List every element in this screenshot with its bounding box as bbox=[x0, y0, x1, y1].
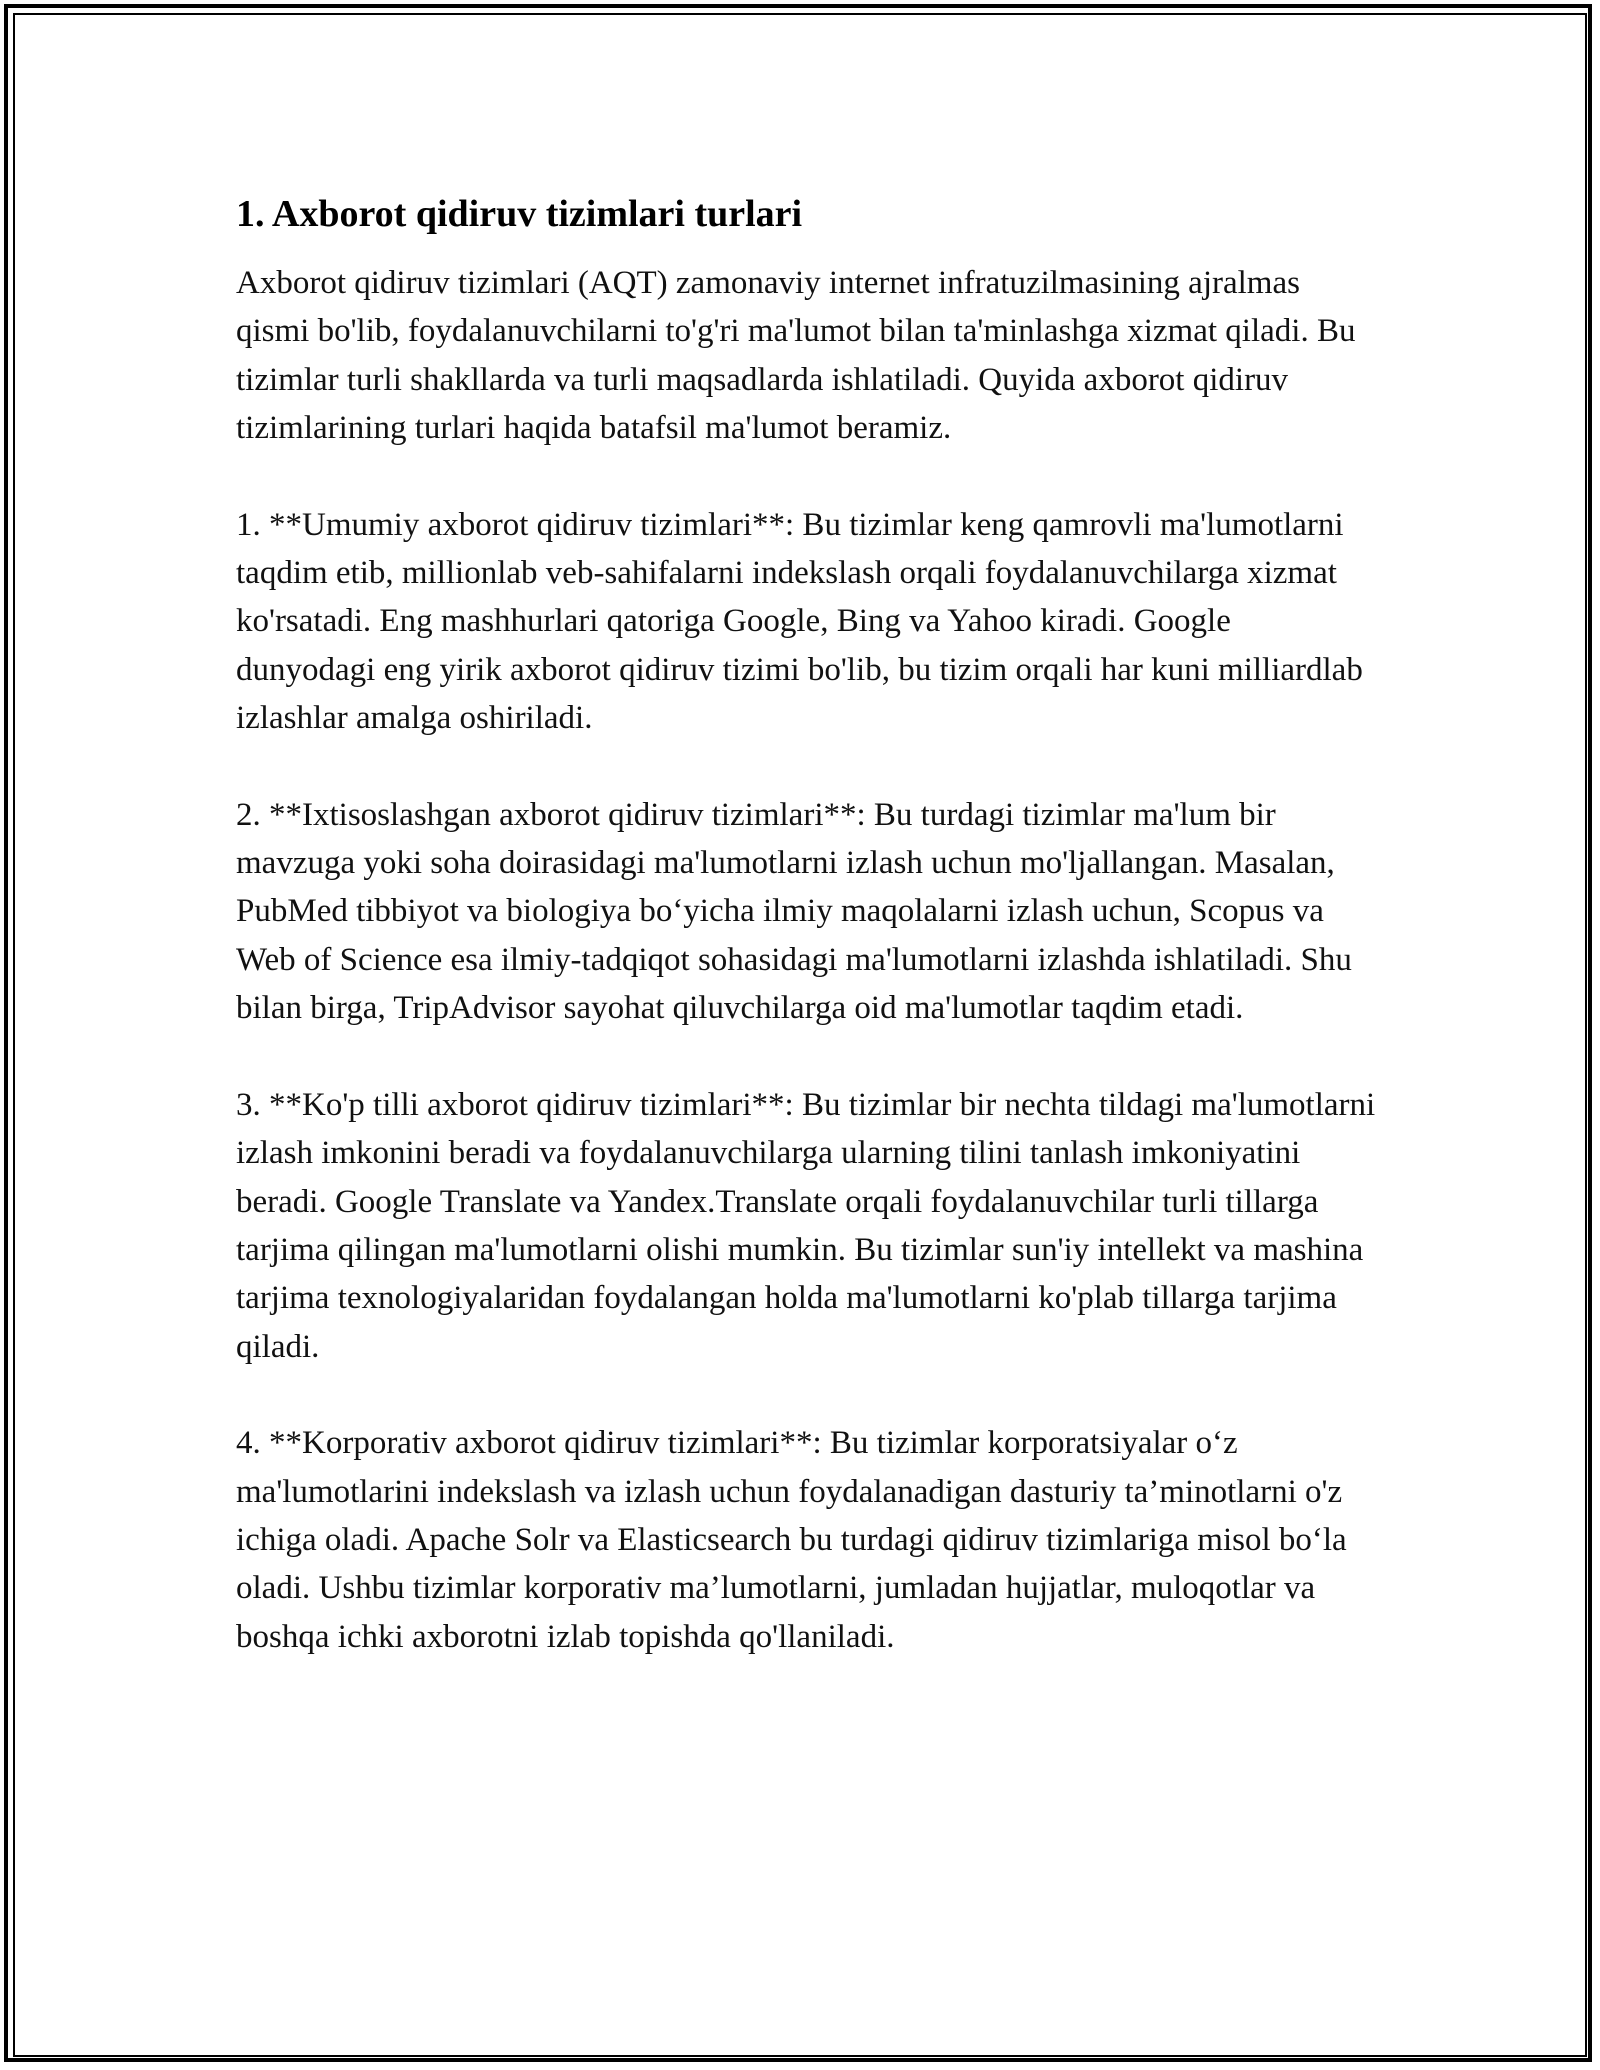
list-item-multilingual-search: 3. **Ko'p tilli axborot qidiruv tizimlari**: Bu tizimlar bir nechta tildagi ma'lumotlarni izlash imkonini beradi va foydalanuvchilarga ularning tilini tanlash imkoniyatini beradi. Google Translate va Yandex.Translate orqali foydalanuvchilar turli tillarga tarjima qilingan ma'lumotlarni olishi mumkin. Bu tizimlar sun'iy intellekt va mashina tarjima texnologiyalaridan foydalangan holda ma'lumotlarni ko'plab tillarga tarjima qiladi. bbox=[236, 1086, 1376, 1365]
document-body bbox=[236, 188, 1376, 1661]
list-item-general-search: 1. **Umumiy axborot qidiruv tizimlari**: Bu tizimlar keng qamrovli ma'lumotlarni taqdim etib, millionlab veb-sahifalarni indekslash orqali foydalanuvchilarga xizmat ko'rsatadi. Eng mashhurlari qatoriga Google, Bing va Yahoo kiradi. Google dunyodagi eng yirik axborot qidiruv tizimi bo'lib, bu tizim orqali har kuni milliardlab izlashlar amalga oshiriladi. bbox=[236, 506, 1363, 737]
intro-paragraph: Axborot qidiruv tizimlari (AQT) zamonaviy internet infratuzilmasining ajralmas qismi bo'lib, foydalanuvchilarni to'g'ri ma'lumot bilan ta'minlashga xizmat qiladi. Bu tizimlar turli shakllarda va turli maqsadlarda ishlatiladi. Quyida axborot qidiruv tizimlarining turlari haqida batafsil ma'lumot beramiz. bbox=[236, 265, 1356, 447]
list-item-corporate-search: 4. **Korporativ axborot qidiruv tizimlari**: Bu tizimlar korporatsiyalar o‘z ma'lumotlarini indekslash va izlash uchun foydalanadigan dasturiy ta’minotlarni o'z ichiga oladi. Apache Solr va Elasticsearch bu turdagi qidiruv tizimlariga misol bo‘la oladi. Ushbu tizimlar korporativ ma’lumotlarni, jumladan hujjatlar, muloqotlar va boshqa ichki axborotni izlab topishda qo'llaniladi. bbox=[236, 1425, 1347, 1655]
section-heading: 1. Axborot qidiruv tizimlari turlari bbox=[236, 193, 803, 235]
list-item-specialized-search: 2. **Ixtisoslashgan axborot qidiruv tizimlari**: Bu turdagi tizimlar ma'lum bir mavzuga yoki soha doirasidagi ma'lumotlarni izlash uchun mo'ljallangan. Masalan, PubMed tibbiyot va biologiya bo‘yicha ilmiy maqolalarni izlash uchun, Scopus va Web of Science esa ilmiy-tadqiqot sohasidagi ma'lumotlarni izlashda ishlatiladi. Shu bilan birga, TripAdvisor sayohat qiluvchilarga oid ma'lumotlar taqdim etadi. bbox=[236, 796, 1352, 1027]
